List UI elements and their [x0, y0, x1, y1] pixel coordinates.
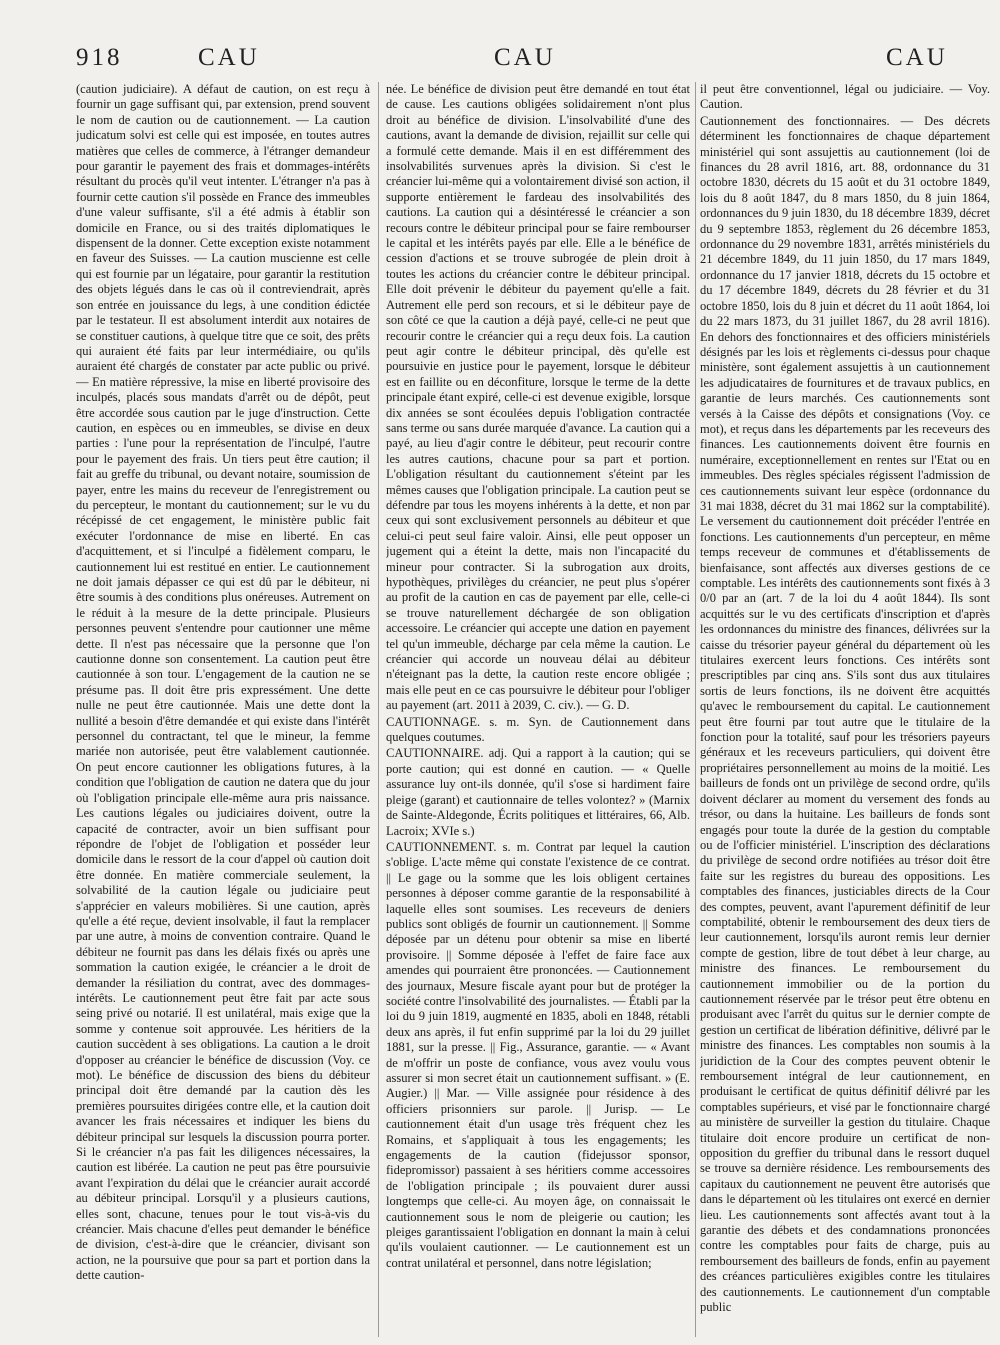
paragraph-caution-end: née. Le bénéfice de division peut être demandé en tout état de cause. Les cautions obligées solidairement n'ont plus droit au bénéfice de division. L'insolvabilité d'une des cautions, avant la demande de division, rejaillit sur celle qui a formulé cette demande. Mais il en est différemment des insolvabilités survenues après la division. Si c'est le créancier lui-même qui a volontairement divisé son action, il supporte entièrement le fardeau des insolvabilités des cautions. La caution qui a désintéressé le créancier a son recours contre le débiteur principal pour se faire rembourser le capital et les intérêts payés par elle. Elle a le bénéfice de cession d'actions et se trouve subrogée de plein droit à toutes les actions du créancier contre le débiteur principal. Elle doit prévenir le débiteur du payement qu'elle a fait. Autrement elle perd son recours, et si le débiteur paye de son côté ce que la caution a déjà payé, celle-ci ne peut que recourir contre le créancier qui a reçu deux fois. La caution peut agir contre le débiteur principal, dès qu'elle est poursuivie en justice pour le payement, lorsque le débiteur est en faillite ou en déconfiture, lorsque le terme de la dette principale étant expiré, celle-ci est devenue exigible, lorsque dix années se sont écoulées depuis l'obligation contractée sans terme ou sans durée marquée d'avance. La caution qui a payé, au lieu d'agir contre le débiteur, peut recourir contre les autres cautions, chacune pour sa part et portion. L'obligation résultant du cautionnement s'éteint par les mêmes causes que l'obligation principale. La caution peut se défendre par tous les moyens inhérents à la dette, et non par ceux qui sont exclusivement personnels au débiteur et que celui-ci peut seul faire valoir. Ainsi, elle peut opposer un jugement qui a éteint la dette, mais non l'incapacité du mineur pour contracter. Si la subrogation aux droits, hypothèques, privilèges du créancier, ne peut plus s'opérer au profit de la caution en cas de payement par elle, celle-ci se trouve naturellement déchargée de son obligation accessoire. Le créancier qui accepte une dation en payement tel qu'un immeuble, décharge par cela même la caution. Le créancier qui accorde un nouveau délai au débiteur n'éteignant pas la dette, la caution reste encore obligée ; mais elle peut en ce cas poursuivre le débiteur pour l'obliger au payement (art. 2011 à 2039, C. civ.). — G. D.	[386, 82, 690, 713]
running-head-left: CAU	[198, 44, 260, 71]
running-head-center: CAU	[494, 44, 556, 71]
text-column-center	[386, 82, 690, 1340]
running-head-right: CAU	[886, 44, 948, 71]
column-rule-2	[695, 82, 696, 1337]
entry-cautionnement-fonctionnaires: Cautionnement des fonctionnaires. — Des décrets déterminent les fonctionnaires de chaque département ministériel qui sont assujettis au cautionnement (loi de finances du 28 avril 1816, art. 88, ordonnance du 31 octobre 1830, décrets du 15 août et du 31 octobre 1849, lois du 8 août 1847, du 8 mars 1850, du 8 juin 1864, ordonnances du 9 juin 1830, du 18 décembre 1839, décret du 9 septembre 1853, règlement du 26 décembre 1853, ordonnance du 29 novembre 1831, arrêtés ministériels du 21 décembre 1849, du 11 juin 1850, du 17 mars 1849, ordonnance du 17 janvier 1818, décrets du 15 octobre et du 17 décembre 1849, décrets du 28 février et du 31 octobre 1850, lois du 8 juin et décret du 11 août 1864, loi du 22 mars 1873, du 31 juillet 1867, du 28 avril 1816). En dehors des fonctionnaires et des officiers ministériels désignés par les lois et règlements ci-dessus pour chaque ministère, sont également assujettis à un cautionnement les adjudicataires de fournitures et de travaux publics, en garantie de leurs marchés. Ces cautionnements sont versés à la Caisse des dépôts et consignations (Voy. ce mot), et reçus dans les départements par les receveurs des finances. Les cautionnements doivent être fournis en numéraire, exceptionnellement en rentes sur l'Etat ou en immeubles. Des règles spéciales régissent l'admission de ces cautionnements suivant leur espèce (ordonnance du 31 mai 1838, décret du 31 mai 1862 sur la comptabilité). Le versement du cautionnement doit précéder l'entrée en fonctions. Les cautionnements d'un percepteur, en même temps receveur de communes et d'établissements de bienfaisance, sont affectés aux diverses gestions de ce comptable. Les intérêts des cautionnements sont fixés à 3 0/0 par an (art. 7 de la loi du 4 août 1844). Ils sont acquittés sur le vu des certificats d'inscription et d'après les ordonnances du ministre des finances, délivrées sur la caisse du trésorier payeur général du département où les titulaires exercent leurs fonctions. Ces intérêts sont prescriptibles par cinq ans. S'ils sont dus aux titulaires sortis de leurs fonctions, ils ne doivent être acquittés qu'avec le remboursement du capital. Le cautionnement peut être fourni par tout autre que le titulaire de la fonction pour la totalité, sauf pour les trésoriers payeurs généraux et les receveurs particuliers, qui doivent être propriétaires personnellement au moins de la moitié. Les bailleurs de fonds ont un privilège de second ordre, qu'ils doivent déclarer au moment du versement des fonds au trésor, ou dans la huitaine. Les bailleurs de fonds sont engagés pour toute la durée de la gestion du comptable ou de l'officier ministériel. L'inscription des déclarations du privilège de second ordre notifiées au trésor doit être faite sur les registres du bureau des oppositions. Les comptables des finances, justiciables directs de la Cour des comptes, peuvent, avant l'apurement définitif de leur comptabilité, obtenir le remboursement des deux tiers de leur cautionnement, lorsqu'ils auront remis leur dernier compte de gestion, libre de tout débet à leur charge, au ministre des finances. Le remboursement du cautionnement immobilier ou de la portion du cautionnement réservée par le trésor peut être obtenu en produisant avec l'arrêt du quitus sur le dernier compte de gestion un certificat de libération définitive, délivré par le ministre des finances. Les comptables non soumis à la juridiction de la Cour des comptes peuvent obtenir le remboursement intégral de leur cautionnement, en produisant le certificat de quitus définitif délivré par les comptables supérieurs, et visé par le fonctionnaire chargé au ministère de surveiller la gestion du titulaire. Chaque titulaire doit encore produire un certificat de non-opposition du greffier du tribunal dans le ressort duquel se trouve sa dernière résidence. Les remboursements des capitaux du cautionnement ne peuvent être autorisés que dans le département où les titulaires ont exercé en dernier lieu. Les cautionnements sont affectés avant tout à la garantie des débets et des condamnations prononcées contre les comptables pour faits de charge, puis au remboursement des bailleurs de fonds, enfin au payement des créances particulières exigibles contre les titulaires des cautionnements. Le cautionnement d'un comptable public	[700, 113, 990, 1315]
text-column-right	[700, 82, 990, 1340]
entry-cautionnage: CAUTIONNAGE. s. m. Syn. de Cautionnement dans quelques coutumes.	[386, 714, 690, 745]
entry-cautionnement: CAUTIONNEMENT. s. m. Contrat par lequel la caution s'oblige. L'acte même qui constate l'existence de ce contrat. || Le gage ou la somme que les lois obligent certaines personnes à déposer comme garantie de la responsabilité à laquelle elles sont soumises. Les receveurs de deniers publics sont obligés de fournir un cautionnement. || Somme déposée par un détenu pour obtenir sa mise en liberté provisoire. || Somme déposée à l'effet de faire face aux amendes qui pourraient être prononcées. — Cautionnement des journaux, Mesure fiscale ayant pour but de protéger la société contre l'insolvabilité des journalistes. — Établi par la loi du 9 juin 1819, augmenté en 1835, aboli en 1848, rétabli deux ans après, il fut enfin supprimé par la loi du 29 juillet 1881, sur la presse. || Fig., Assurance, garantie. — « Avant de m'offrir un poste de confiance, vous avez voulu vous assurer si mon secret était un cautionnement suffisant. » (E. Augier.) || Mar. — Ville assignée pour résidence à des officiers prisonniers sur parole. || Jurisp. — Le cautionnement était d'un usage très fréquent chez les Romains, et s'appliquait à tous les engagements; les engagements de la caution (fidejussor sponsor, fidepromissor) passaient à ses héritiers comme accessoires de l'obligation principale ; ils pouvaient durer aussi longtemps que celle-ci. Au moyen âge, on connaissait le cautionnement sous le nom de pleigerie ou caution; les pleiges garantissaient l'obligation en donnant la main à celui qu'ils voulaient cautionner. — Le cautionnement est un contrat unilatéral et personnel, dans notre législation;	[386, 839, 690, 1270]
paragraph-cautionnement-end: il peut être conventionnel, légal ou judiciaire. — Voy. Caution.	[700, 82, 990, 112]
page-number: 918	[76, 44, 123, 71]
entry-cautionnaire: CAUTIONNAIRE. adj. Qui a rapport à la caution; qui se porte caution; qui est donné en caution. — « Quelle assurance luy ont-ils donnée, qu'il s'ose si hardiment faire pleige (garant) et cautionnaire de telles volontez? » (Marnix de Sainte-Aldegonde, Écrits politiques et littéraires, 66, Alb. Lacroix; XVIe s.)	[386, 746, 690, 838]
text-column-left	[76, 82, 370, 1340]
column-rule-1	[378, 82, 379, 1337]
paragraph-caution-continued: (caution judiciaire). A défaut de caution, on est reçu à fournir un gage suffisant qui, par extension, prend souvent le nom de caution ou de cautionnement. — La caution judicatum solvi est celle qui est imposée, en toutes autres matières que celles de commerce, à l'étranger demandeur pour garantir le payement des frais et dommages-intérêts résultant du procès qu'il veut intenter. L'étranger n'a pas à fournir cette caution s'il possède en France des immeubles d'une valeur suffisante, s'il a été admis à établir son domicile en France, ou si des traités diplomatiques le dispensent de la donner. Cette exception existe notamment en faveur des Suisses. — La caution muscienne est celle qui est fournie par un légataire, pour garantir la restitution des objets légués dans le cas où il contreviendrait, après son entrée en jouissance du legs, à une condition édictée par le testateur. Il est absolument interdit aux notaires de se constituer cautions, à quelque titre que ce soit, des prêts qui auraient été faits par leur intermédiaire, ou qu'ils auraient été chargés de constater par acte public ou privé. — En matière répressive, la mise en liberté provisoire des inculpés, placés sous mandats d'arrêt ou de dépôt, peut être accordée sous caution par le juge d'instruction. Cette caution, en espèces ou en immeubles, se divise en deux parties : l'une pour la représentation de l'inculpé, l'autre pour le payement des frais. Un tiers peut être caution; il fait au greffe du tribunal, ou devant notaire, soumission de payer, entre les mains du receveur de l'enregistrement ou du percepteur, le montant du cautionnement; sur le vu du récépissé de cet engagement, le ministère public fait exécuter l'ordonnance de mise en liberté. En cas d'acquittement, et si l'inculpé a fidèlement comparu, le cautionnement lui est restitué en entier. Le cautionnement ne doit jamais dépasser ce qui est dû par le débiteur, ni être soumis à des conditions plus onéreuses. Autrement on le réduit à la mesure de la dette principale. Plusieurs personnes peuvent s'entendre pour cautionner une même dette. Il n'est pas nécessaire que la personne que l'on cautionne donne son consentement. La caution peut être cautionnée à son tour. L'engagement de la caution ne se présume pas. Il doit être pris expressément. Une dette nulle ne peut être cautionnée. Mais une dette dont la nullité a besoin d'être demandée et qui existe dans l'intérêt personnel du contractant, tel que le mineur, la femme mariée non autorisée, peut être valablement cautionnée. On peut encore cautionner les obligations futures, à la condition que l'obligation de caution ne datera que du jour où l'obligation principale elle-même aura pris naissance. Les cautions légales ou judiciaires doivent, outre la capacité de contracter, avoir un bien suffisant pour répondre de l'objet de l'obligation et posséder leur domicile dans le ressort de la cour d'appel où caution doit être donnée. En matière commerciale seulement, la solvabilité de la caution légale ou judiciaire peut s'apprécier en valeurs mobilières. Si une caution, après qu'elle a été reçue, devient insolvable, il faut la remplacer par une autre, à moins de convention contraire. Quand le débiteur ne fournit pas dans les délais fixés ou après une sommation la caution exigée, le créancier a le droit de demander la résiliation du contrat, avec des dommages-intérêts. Le cautionnement peut être fait par acte sous seing privé ou notarié. Il est unilatéral, mais exige que la somme y contenue soit approuvée. Les héritiers de la caution succèdent à ses obligations. La caution a le droit d'opposer au créancier le bénéfice de discussion (Voy. ce mot). Le bénéfice de discussion des biens du débiteur principal doit être demandé par la caution dès les premières poursuites dirigées contre elle, et la caution doit avancer les frais nécessaires et indiquer les biens du débiteur principal sur lesquels la discussion pourra porter. Si le créancier n'a pas fait les diligences nécessaires, la caution est libérée. La caution ne peut pas être poursuivie avant l'expiration du délai que le créancier aurait accordé au débiteur principal. Lorsqu'il y a plusieurs cautions, elles sont, chacune, tenues pour le tout vis-à-vis du créancier. Mais chacune d'elles peut demander le bénéfice de division, c'est-à-dire que le créancier, divisant son action, ne la poursuive que pour sa part et portion dans la dette caution-	[76, 82, 370, 1283]
